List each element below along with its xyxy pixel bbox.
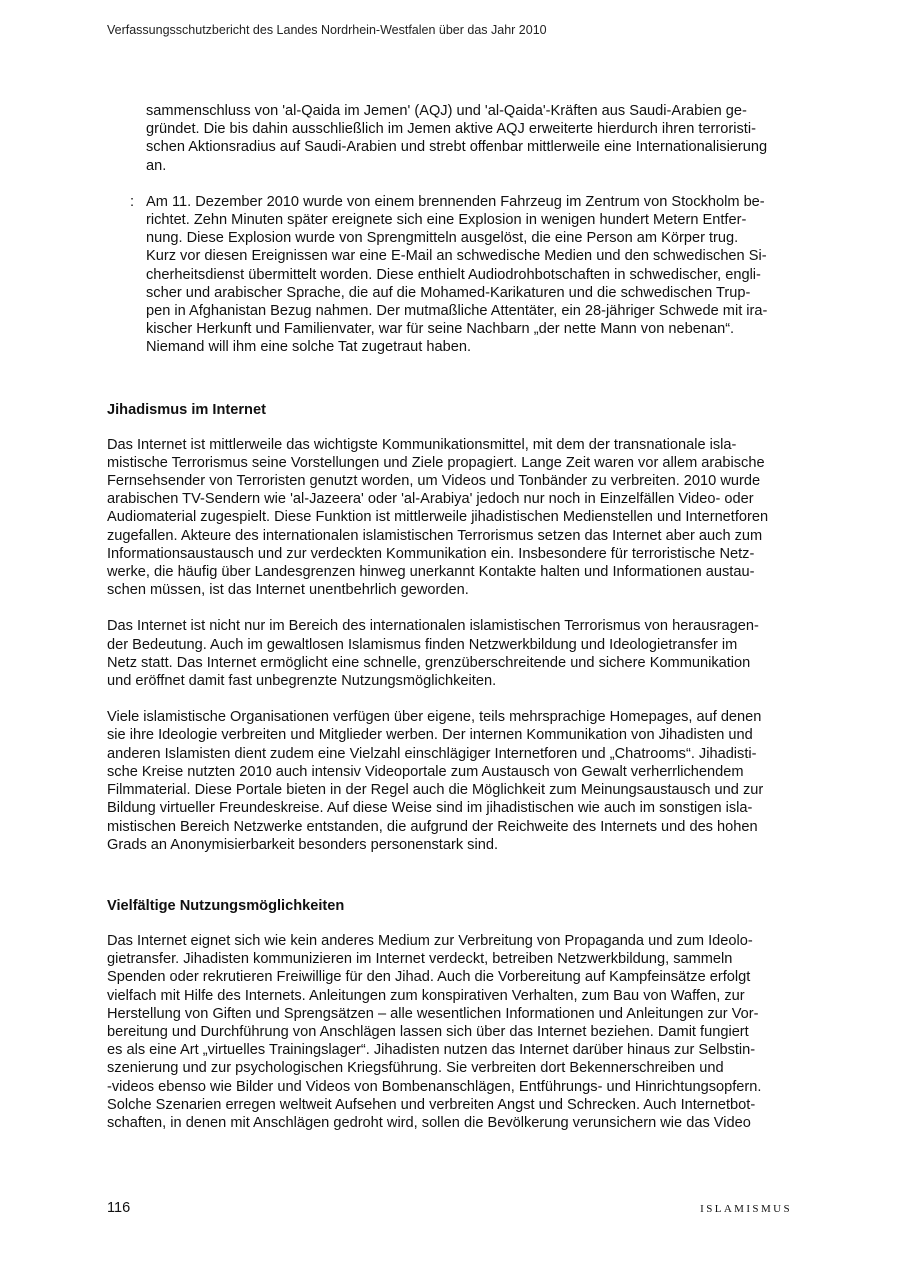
text-line: gietransfer. Jihadisten kommunizieren im Internet verdeckt, betreiben Netzwerkbildung, sammeln	[107, 951, 733, 968]
text-line: sammenschluss von 'al-Qaida im Jemen' (AQJ) und 'al-Qaida'-Kräften aus Saudi-Arabien ge-	[146, 103, 747, 119]
bullet-item-stockholm	[130, 193, 793, 357]
text-line: Informationsaustausch und zur verdeckten Kommunikation ein. Insbesondere für terroristische Netz-	[107, 545, 755, 562]
text-line: szenierung und zur psychologischen Kriegsführung. Sie verbreiten dort Bekennerschreiben und	[107, 1060, 724, 1077]
page-content	[107, 102, 793, 1132]
text-line: mistische Terrorismus seine Vorstellungen und Ziele propagiert. Lange Zeit waren vor allem arabische	[107, 454, 765, 471]
paragraph	[107, 436, 793, 600]
text-line: Das Internet ist mittlerweile das wichtigste Kommunikationsmittel, mit dem der transnationale isla-	[107, 436, 737, 453]
text-line: cherheitsdienst übermittelt worden. Diese enthielt Audiodrohbotschaften in schwedischer, engli-	[146, 266, 761, 283]
text-line: Am 11. Dezember 2010 wurde von einem brennenden Fahrzeug im Zentrum von Stockholm be-	[146, 193, 765, 210]
section-heading-jihadismus-im-internet: Jihadismus im Internet	[107, 401, 266, 418]
text-line: sche Kreise nutzten 2010 auch intensiv Videoportale zum Austausch von Gewalt verherrlichendem	[107, 763, 744, 780]
text-line: Das Internet eignet sich wie kein anderes Medium zur Verbreitung von Propaganda und zum Ideolo-	[107, 932, 753, 949]
text-line: bereitung und Durchführung von Anschlägen lassen sich über das Internet beziehen. Damit fungiert	[107, 1023, 749, 1040]
text-line: kischer Herkunft und Familienvater, war für seine Nachbarn „der nette Mann von nebenan“.	[146, 321, 735, 338]
text-line: Filmmaterial. Diese Portale bieten in der Regel auch die Möglichkeit zum Meinungsaustausch und zur	[107, 782, 764, 799]
text-line: Grads an Anonymisierbarkeit besonders personenstark sind.	[107, 836, 498, 853]
paragraph	[107, 708, 793, 854]
text-line: zugefallen. Akteure des internationalen islamistischen Terrorismus setzen das Internet aber auch zum	[107, 527, 763, 544]
text-line: richtet. Zehn Minuten später ereignete sich eine Explosion in wenigen hundert Metern Entfer-	[146, 212, 747, 229]
paragraph	[107, 617, 793, 690]
text-line: an.	[146, 157, 167, 174]
text-line: und eröffnet damit fast unbegrenzte Nutzungsmöglichkeiten.	[107, 673, 497, 690]
text-line: schen Aktionsradius auf Saudi-Arabien und strebt offenbar mittlerweile eine Internationalisierung	[146, 139, 768, 156]
text-line: arabischen TV-Sendern wie 'al-Jazeera' oder 'al-Arabiya' jedoch nur noch in Einzelfällen Video- oder	[107, 491, 754, 508]
text-line: Viele islamistische Organisationen verfügen über eigene, teils mehrsprachige Homepages, auf denen	[107, 709, 762, 726]
text-line: Niemand will ihm eine solche Tat zugetraut haben.	[146, 339, 472, 356]
text-line: der Bedeutung. Auch im gewaltlosen Islamismus finden Netzwerkbildung und Ideologietransfer im	[107, 636, 738, 653]
text-line: Solche Szenarien erregen weltweit Aufsehen und verbreiten Angst und Schrecken. Auch Internetbot-	[107, 1096, 756, 1113]
text-line: Das Internet ist nicht nur im Bereich des internationalen islamistischen Terrorismus von herausragen-	[107, 618, 759, 635]
paragraph	[107, 932, 793, 1132]
text-line: pen in Afghanistan Bezug nahmen. Der mutmaßliche Attentäter, ein 28-jähriger Schwede mit ira-	[146, 303, 768, 320]
text-line: Herstellung von Giften und Sprengsätzen – alle wesentlichen Informationen und Anleitungen zur Vor-	[107, 1005, 759, 1022]
intro-continuation	[146, 102, 793, 175]
section-heading-vielfaeltige-nutzungsmoeglichkeiten: Vielfältige Nutzungsmöglichkeiten	[107, 897, 345, 914]
text-line: nung. Diese Explosion wurde von Sprengmitteln ausgelöst, die eine Person am Körper trug.	[146, 230, 739, 247]
text-line: Netz statt. Das Internet ermöglicht eine schnelle, grenzüberschreitende und sichere Kommunikation	[107, 654, 751, 671]
running-header: Verfassungsschutzbericht des Landes Nordrhein-Westfalen über das Jahr 2010	[107, 23, 547, 37]
page-number: 116	[107, 1200, 131, 1216]
footer-section-name: ISLAMISMUS	[700, 1203, 792, 1215]
text-line: schen müssen, ist das Internet unentbehrlich geworden.	[107, 582, 469, 599]
text-line: werke, die häufig über Landesgrenzen hinweg unerkannt Kontakte halten und Informationen austau-	[107, 564, 755, 581]
text-line: Spenden oder rekrutieren Freiwillige für den Jihad. Auch die Vorbereitung auf Kampfeinsätze erfolgt	[107, 969, 751, 986]
bullet-marker: :	[130, 193, 135, 210]
text-line: Fernsehsender von Terroristen genutzt worden, um Videos und Tonbänder zu verbreiten. 2010 wurde	[107, 473, 761, 490]
text-line: Kurz vor diesen Ereignissen war eine E-Mail an schwedische Medien und den schwedischen Si-	[146, 248, 767, 265]
text-line: es als eine Art „virtuelles Trainingslager“. Jihadisten nutzen das Internet darüber hinaus zur Selbstin-	[107, 1042, 756, 1059]
text-line: scher und arabischer Sprache, die auf die Mohamed-Karikaturen und die schwedischen Trup-	[146, 284, 751, 301]
text-line: Bildung virtueller Freundeskreise. Auf diese Weise sind im jihadistischen wie auch im sonstigen isla-	[107, 800, 753, 817]
text-line: gründet. Die bis dahin ausschließlich im Jemen aktive AQJ erweiterte hierdurch ihren terroristi-	[146, 121, 756, 138]
text-line: Audiomaterial zugespielt. Diese Funktion ist mittlerweile jihadistischen Medienstellen und Internetforen	[107, 509, 769, 526]
text-line: vielfach mit Hilfe des Internets. Anleitungen zum konspirativen Verhalten, zum Bau von Waffen, zur	[107, 987, 745, 1004]
text-line: anderen Islamisten dient zudem eine Vielzahl einschlägiger Internetforen und „Chatrooms“. Jihadisti-	[107, 745, 757, 762]
text-line: mistischen Bereich Netzwerke entstanden, die aufgrund der Reichweite des Internets und des hohen	[107, 818, 758, 835]
text-line: -videos ebenso wie Bilder und Videos von Bombenanschlägen, Entführungs- und Hinrichtungsopfern.	[107, 1078, 762, 1095]
text-line: sie ihre Ideologie verbreiten und Mitglieder werben. Der internen Kommunikation von Jihadisten und	[107, 727, 753, 744]
text-line: schaften, in denen mit Anschlägen gedroht wird, sollen die Bevölkerung verunsichern wie das Video	[107, 1114, 751, 1131]
